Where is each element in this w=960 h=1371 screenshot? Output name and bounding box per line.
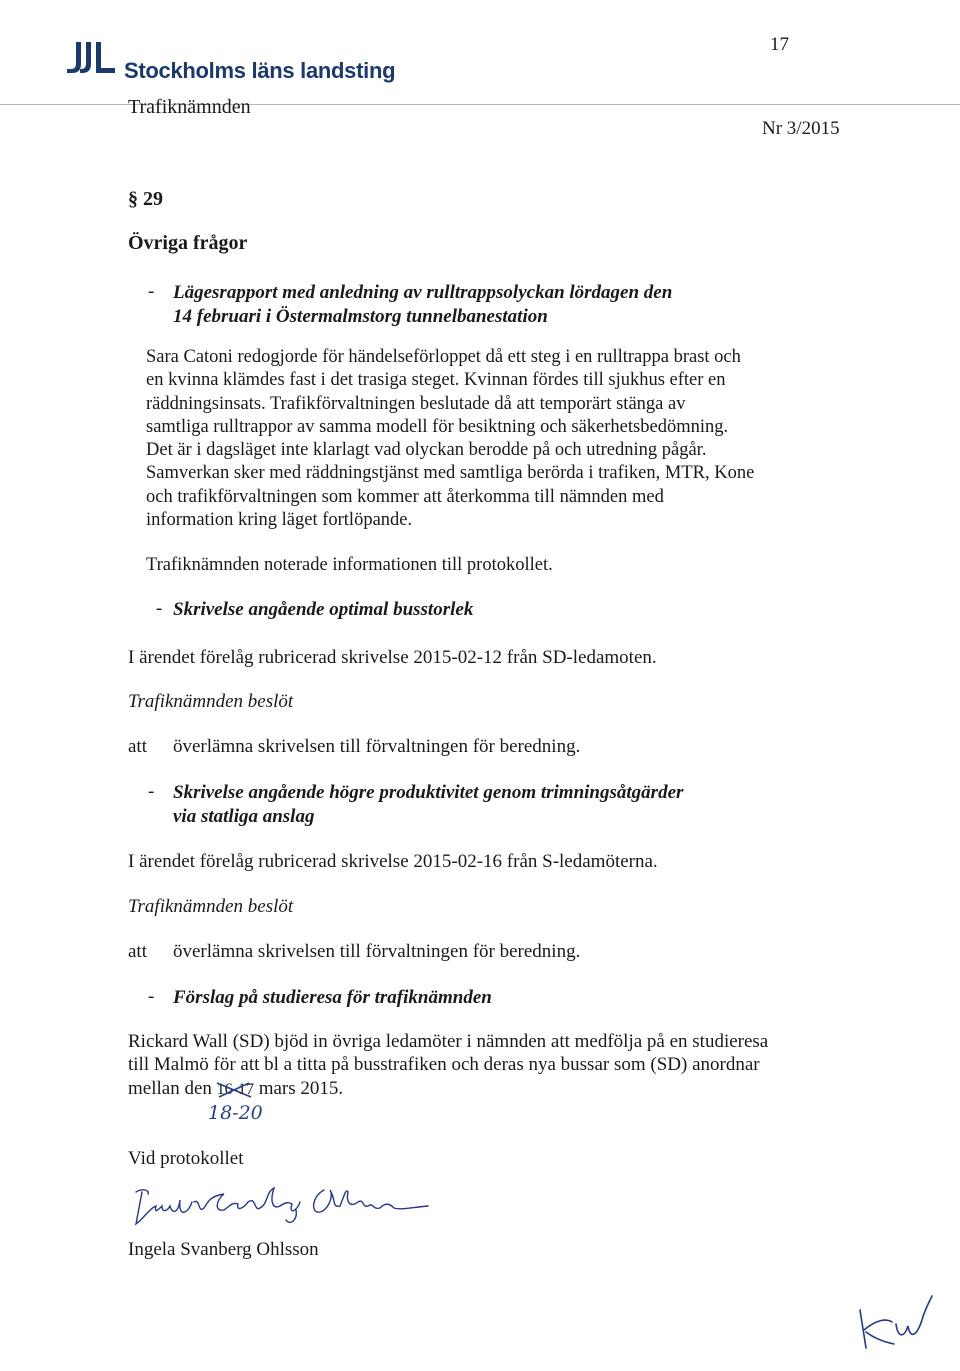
decision-text: överlämna skrivelsen till förvaltningen för beredning.: [173, 736, 581, 757]
item-dash: -: [148, 781, 155, 802]
handwritten-initials-image: [852, 1282, 944, 1354]
item-title: [173, 281, 813, 329]
body-line-dates: [128, 1077, 848, 1101]
signer-name: Ingela Svanberg Ohlsson: [128, 1239, 319, 1260]
item-intro: I ärendet förelåg rubricerad skrivelse 2015-02-12 från SD-ledamoten.: [128, 647, 657, 668]
item-title-line: 14 februari i Östermalmstorg tunnelbanestation: [173, 306, 548, 327]
item-title-line: Skrivelse angående högre produktivitet genom trimningsåtgärder: [173, 782, 684, 803]
item-title-line: Lägesrapport med anledning av rulltrappsolyckan lördagen den: [173, 282, 673, 303]
page-number: 17: [770, 34, 789, 55]
body-line: en kvinna klämdes fast i det trasiga steget. Kvinnan fördes till sjukhus efter en: [146, 370, 726, 391]
body-line: Sara Catoni redogjorde för händelseförloppet då ett steg i en rulltrappa brast och: [146, 347, 741, 367]
item-title-line: via statliga anslag: [173, 806, 315, 827]
item-title: Skrivelse angående optimal busstorlek: [173, 599, 474, 620]
item-dash: -: [156, 598, 163, 619]
org-name: Stockholms läns landsting: [124, 58, 396, 83]
item-dash: -: [148, 281, 155, 302]
att-label: att: [128, 941, 147, 962]
item-body: [146, 346, 846, 532]
body-line: Det är i dagsläget inte klarlagt vad olyckan berodde på och utredning pågår.: [146, 440, 707, 461]
handwritten-date-correction: 18-20: [208, 1102, 263, 1124]
decision-label: Trafiknämnden beslöt: [128, 691, 294, 712]
decision-row: [128, 941, 828, 965]
decision-label: Trafiknämnden beslöt: [128, 896, 294, 917]
dates-prefix: mellan den: [128, 1077, 212, 1099]
body-line: och trafikförvaltningen som kommer att återkomma till nämnden med: [146, 486, 664, 507]
sll-logo-icon: [66, 40, 118, 78]
body-line: Samverkan sker med räddningstjänst med samtliga berörda i trafiken, MTR, Kone: [146, 463, 755, 484]
struck-dates: [217, 1077, 254, 1101]
dates-suffix: mars 2015.: [258, 1077, 344, 1099]
body-line: räddningsinsats. Trafikförvaltningen beslutade då att temporärt stänga av: [146, 393, 686, 414]
item-title: [173, 781, 813, 829]
committee-name: Trafiknämnden: [128, 96, 251, 118]
minutes-label: Vid protokollet: [128, 1148, 244, 1169]
body-line: information kring läget fortlöpande.: [146, 510, 413, 531]
item-title: Förslag på studieresa för trafiknämnden: [173, 987, 492, 1008]
strikethrough-icon: [215, 1079, 255, 1101]
item-note: Trafiknämnden noterade informationen till protokollet.: [146, 555, 553, 575]
struck-dates-text: 16-17: [216, 1080, 254, 1098]
att-label: att: [128, 736, 147, 757]
body-line: Rickard Wall (SD) bjöd in övriga ledamöter i nämnden att medfölja på en studieresa: [128, 1031, 769, 1052]
body-line: till Malmö för att bl a titta på busstrafiken och deras nya bussar som (SD) anordnar: [128, 1054, 760, 1076]
section-title: Övriga frågor: [128, 232, 248, 254]
decision-row: [128, 736, 828, 760]
section-number: § 29: [128, 188, 163, 210]
decision-text: överlämna skrivelsen till förvaltningen för beredning.: [173, 941, 581, 962]
item-intro: I ärendet förelåg rubricerad skrivelse 2015-02-16 från S-ledamöterna.: [128, 851, 658, 872]
item-dash: -: [148, 986, 155, 1007]
body-line: samtliga rulltrappor av samma modell för besiktning och säkerhetsbedömning.: [146, 416, 729, 437]
item-body: [128, 1030, 848, 1101]
signature-image: [128, 1180, 448, 1232]
issue-number: Nr 3/2015: [762, 118, 840, 139]
